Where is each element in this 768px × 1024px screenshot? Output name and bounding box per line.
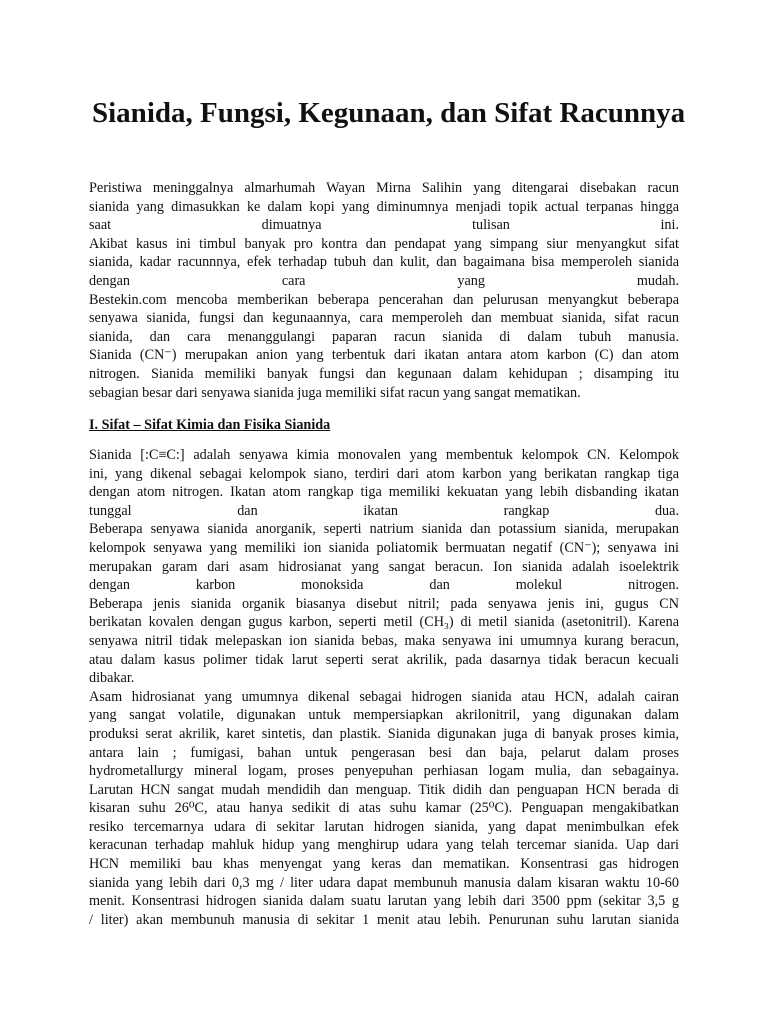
text-line: tunggal dan ikatan rangkap dua. (89, 502, 679, 519)
text-line: Akibat kasus ini timbul banyak pro kontra dan pendapat yang simpang siur menyangkut sifat (89, 235, 679, 252)
text-line: dibakar. (89, 670, 135, 687)
text-line: saat dimuatnya tulisan ini. (89, 217, 679, 234)
text-line: kisaran suhu 26⁰C, atau hanya sedikit di atas suhu kamar (25⁰C). Penguapan mengakibatkan (89, 800, 679, 817)
text-line: Beberapa senyawa sianida anorganik, seperti natrium sianida dan potassium sianida, merupakan (89, 521, 679, 538)
intro-paragraph (89, 179, 679, 402)
text-line: Asam hidrosianat yang umumnya dikenal sebagai hidrogen sianida atau HCN, adalah cairan (89, 688, 679, 705)
text-line: merupakan garam dari asam hidrosianat yang sangat beracun. Ion sianida adalah isoelektrik (89, 558, 679, 575)
text-line: menit. Konsentrasi hidrogen sianida dalam suatu larutan yang lebih dari 3500 ppm (sekitar 3,5 g (89, 893, 679, 910)
text-line: dengan karbon monoksida dan molekul nitrogen. (89, 577, 679, 594)
section-body (89, 446, 679, 929)
text-line: kelompok senyawa yang memiliki ion sianida poliatomik bermuatan negatif (CN⁻); senyawa ini (89, 539, 679, 556)
text-line: Peristiwa meninggalnya almarhumah Wayan Mirna Salihin yang ditengarai disebakan racun (89, 180, 679, 196)
text-line: resiko tercemarnya udara di sekitar larutan hidrogen sianida, yang dapat menimbulkan efek (89, 818, 679, 835)
text-line: sianida, kadar racunnnya, efek terhadap tubuh dan kulit, dan bagaimana bisa memperoleh sianida (89, 254, 679, 271)
text-line: produksi serat akrilik, karet sintetis, dan plastik. Sianida digunakan juga di banyak proses kimia, (89, 725, 679, 742)
text-line: yang sangat volatile, digunakan untuk mempersiapkan akrilonitril, yang digunakan dalam (89, 707, 679, 724)
text-line: atau dalam kasus polimer tidak larut seperti serat akrilik, pada dasarnya tidak beracun kecuali (89, 651, 679, 668)
text-line: nitrogen. Sianida memiliki banyak fungsi dan kegunaan dalam kehidupan ; disamping itu (89, 365, 679, 382)
text-line: sianida yang dimasukkan ke dalam kopi yang diminumnya menjadi topik actual terpanas hingga (89, 198, 679, 215)
text-line: Beberapa jenis sianida organik biasanya disebut nitril; pada senyawa jenis ini, gugus CN (89, 595, 679, 612)
text-line: HCN memiliki bau khas menyengat yang keras dan mematikan. Konsentrasi gas hidrogen (89, 856, 679, 873)
section-heading: I. Sifat – Sifat Kimia dan Fisika Sianida (89, 417, 331, 433)
text-line: dengan atom nitrogen. Ikatan atom rangkap tiga memiliki kekuatan yang lebih disbanding ikatan (89, 484, 679, 501)
text-line: senyawa nitril tidak melepaskan ion sianida bebas, maka senyawa ini umumnya kurang beracun, (89, 632, 679, 649)
text-line: Sianida [:C≡C:] adalah senyawa kimia monovalen yang membentuk kelompok CN. Kelompok (89, 447, 679, 463)
text-line: / liter) akan membunuh manusia di sekitar 1 menit atau lebih. Penurunan suhu larutan sianida (89, 911, 679, 928)
text-line: ini, yang dikenal sebagai kelompok siano, terdiri dari atom karbon yang berikatan rangkap tiga (89, 465, 679, 482)
text-line: sianida, dan cara menanggulangi paparan racun sianida di dalam tubuh manusia. (89, 328, 679, 345)
text-line: Bestekin.com mencoba memberikan beberapa pencerahan dan pelurusan menyangkut beberapa (89, 291, 679, 308)
text-line: antara lain ; fumigasi, bahan untuk pengerasan besi dan baja, pelarut dalam proses (89, 744, 679, 761)
text-line: senyawa sianida, fungsi dan kegunaannya, cara memperoleh dan membuat sianida, sifat racun (89, 310, 679, 327)
text-line: Larutan HCN sangat mudah mendidih dan menguap. Titik didih dan penguapan HCN berada di (89, 781, 679, 798)
text-line: sebagian besar dari senyawa sianida juga memiliki sifat racun yang sangat mematikan. (89, 384, 581, 401)
text-line: Sianida (CN⁻) merupakan anion yang terbentuk dari ikatan antara atom karbon (C) dan atom (89, 347, 679, 364)
text-line: dengan cara yang mudah. (89, 272, 679, 289)
text-line: berikatan kovalen dengan gugus karbon, seperti metil (CH₃) di metil sianida (asetonitril). Karena (89, 614, 679, 631)
page-title: Sianida, Fungsi, Kegunaan, dan Sifat Racunnya (92, 97, 686, 129)
text-line: hydrometallurgy mineral logam, proses penyepuhan perhiasan logam mulia, dan sebagainya. (89, 763, 679, 780)
text-line: sianida yang lebih dari 0,3 mg / liter udara dapat membunuh manusia dalam kisaran waktu 10-60 (89, 874, 679, 891)
text-line: keracunan terhadap mahluk hidup yang menghirup udara yang telah tercemar sianida. Uap dari (89, 837, 679, 854)
